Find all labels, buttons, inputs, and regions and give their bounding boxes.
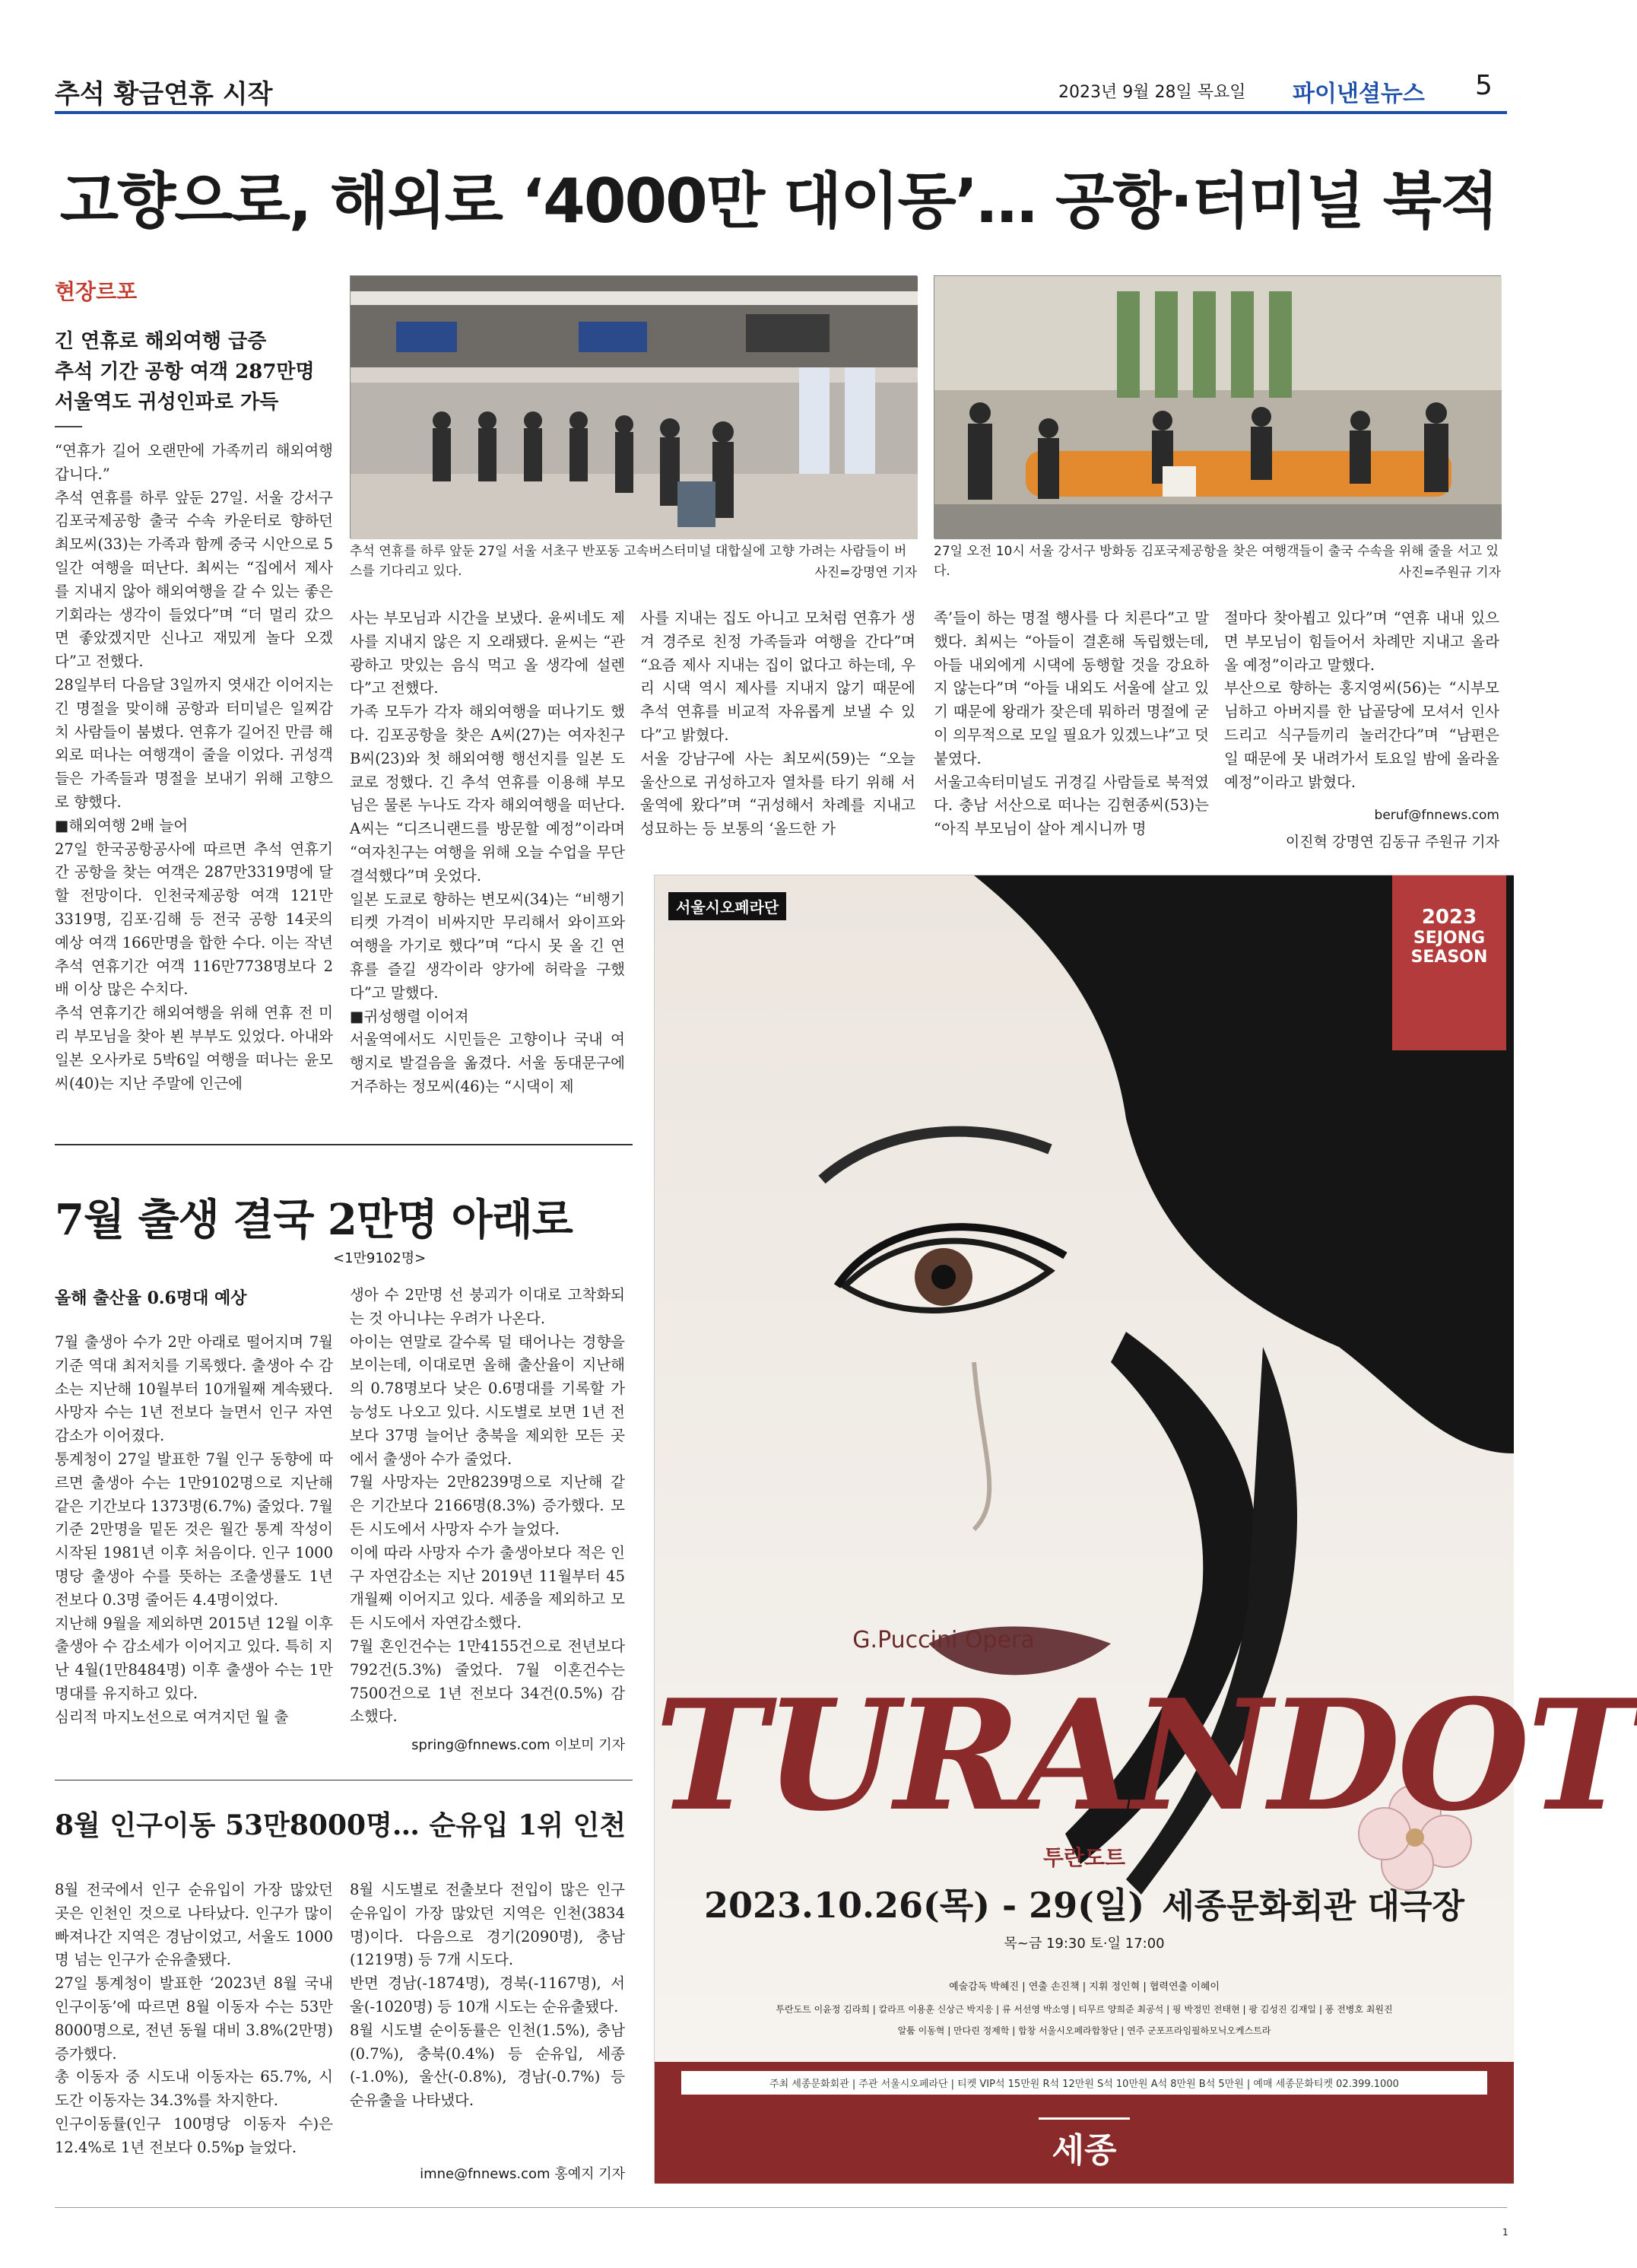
performance-times: 목~금 19:30 토·일 17:00 xyxy=(1004,1936,1165,1952)
season-label: SEASON xyxy=(1410,948,1488,967)
birth-subhead: 올해 출산율 0.6명대 예상 xyxy=(55,1288,247,1308)
performance-venue: 세종문화회관 대극장 xyxy=(1162,1887,1465,1926)
migration-story-byline: 홍예지 기자 xyxy=(554,2166,625,2182)
airport-photo-caption: 27일 오전 10시 서울 강서구 방화동 김포국제공항을 찾은 여행객들이 출국 수속을 위해 줄을 서고 있다. xyxy=(934,544,1499,579)
migration-story-column-2: 8월 시도별로 전출보다 전입이 많은 인구 순유입이 가장 많았던 지역은 인천(3834명)이다. 다음으로 경기(2090명), 충남(1219명) 등 7개 시도다. 반면 경남(-1874명), 경북(-1167명), 서울(-1020명) 등 10개 시도는 순유출됐다. 8월 시도별 순이동률은 인천(1.5%), 충남(0.7%), 충북(0.4%) 등 순유입, 세종(-1.0%), 울산(-0.8%), 경남(-0.7%) 등 순유출을 나타냈다. xyxy=(350,1881,625,2110)
ad-ticket-info: 주최 세종문화회관 | 주관 서울시오페라단 | 티켓 VIP석 15만원 R석 12만원 S석 10만원 A석 8만원 B석 5만원 | 예매 세종문화티켓 02.399.1000 xyxy=(681,2071,1487,2095)
migration-story-signature xyxy=(350,2163,625,2183)
newspaper-logo: 파이낸셜뉴스 xyxy=(1293,81,1425,107)
opera-title: TURANDOT xyxy=(655,1666,1637,1845)
subhead-1: 긴 연휴로 해외여행 급증 xyxy=(55,330,267,353)
ensemble-credits: 알툼 이동혁 | 만다린 정제학 | 합창 서울시오페라합창단 | 연주 군포프라임필하모닉오케스트라 xyxy=(897,2025,1271,2036)
birth-chart-note: <1만9102명> xyxy=(333,1250,427,1266)
subhead-3: 서울역도 귀성인파로 가득 xyxy=(55,391,279,414)
airport-photo-credit: 사진=주원규 기자 xyxy=(1398,565,1501,580)
opera-subtitle: G.Puccini Opera xyxy=(852,1627,1035,1653)
footer-rule xyxy=(55,2207,1507,2208)
ad-footer-band xyxy=(655,2062,1514,2184)
performance-dates: 2023.10.26(목) - 29(일) xyxy=(703,1885,1145,1926)
main-story-column-3: 사를 지내는 집도 아니고 모처럼 연휴가 생겨 경주로 친정 가족들과 여행을 간다”며 “요즘 제사 지내는 집이 없다고 하는데, 우리 시댁 역시 제사를 지내지 않기 때문에 추석 연휴를 비교적 자유롭게 보낼 수 있다”고 밝혔다. 서울 강남구에 사는 최모씨(59)는 “오늘 울산으로 귀성하고자 열차를 타기 위해 서울역에 왔다”며 “귀성해서 차례를 지내고 성묘하는 등 보통의 ‘올드한 가 xyxy=(640,609,915,838)
migration-headline: 8월 인구이동 53만8000명… 순유입 1위 인천 xyxy=(55,1809,627,1841)
terminal-photo-caption: 추석 연휴를 하루 앞둔 27일 서울 서초구 반포동 고속버스터미널 대합실에 고향 가려는 사람들이 버스를 기다리고 있다. xyxy=(350,544,907,579)
main-story-column-5: 절마다 찾아뵙고 있다”며 “연휴 내내 있으면 부모님이 힘들어서 차례만 지내고 올라올 예정”이라고 말했다. 부산으로 향하는 홍지영씨(56)는 “시부모님하고 아버지를 한 납골당에 모셔서 인사 드리고 식구들끼리 놀러간다”며 “남편은 일 때문에 못 내려가서 토요일 밤에 올라올 예정”이라고 밝혔다. xyxy=(1224,609,1499,791)
main-story-email: beruf@fnnews.com xyxy=(1374,808,1499,823)
subhead-2: 추석 기간 공항 여객 287만명 xyxy=(55,361,315,383)
main-story-column-1: “연휴가 길어 오랜만에 가족끼리 해외여행 갑니다.” 추석 연휴를 하루 앞둔 27일. 서울 강서구 김포국제공항 출국 수속 카운터로 향하던 최모씨(33)는 가족과 함께 중국 시안으로 5일간 여행을 떠난다. 최씨는 “집에서 제사를 지내지 않아 해외여행을 갈 수 있는 좋은 기회라는 생각이 들었다”며 “더 멀리 갔으면 좋았겠지만 신나고 재밌게 놀다 오겠다”고 전했다. 28일부터 다음달 3일까지 엿새간 이어지는 긴 명절을 맞이해 공항과 터미널은 일찌감치 사람들이 붐볐다. 연휴가 길어진 만큼 해외로 떠나는 여행객이 줄을 이었다. 귀성객들은 가족들과 명절을 보내기 위해 고향으로 향했다. ■해외여행 2배 늘어 27일 한국공항공사에 따르면 추석 연휴기간 공항을 찾는 여객은 287만3319명에 달할 전망이다. 인천국제공항 여객 121만3319명, 김포·김해 등 전국 공항 14곳의 예상 여객 166만명을 합한 수다. 이는 작년 추석 연휴기간 여객 116만7738명보다 2배 이상 많은 수치다. 추석 연휴기간 해외여행을 위해 연휴 전 미리 부모님을 찾아 뵌 부부도 있었다. 아내와 일본 오사카로 5박6일 여행을 떠나는 윤모씨(40)는 지난 주말에 인근에 xyxy=(55,442,333,1092)
birth-story-column-1: 7월 출생아 수가 2만 아래로 떨어지며 7월 기준 역대 최저치를 기록했다. 출생아 수 감소는 지난해 10월부터 10개월째 계속됐다. 사망자 수는 1년 전보다 늘면서 인구 자연감소가 이어졌다. 통계청이 27일 발표한 7월 인구 동향에 따르면 출생아 수는 1만9102명으로 지난해 같은 기간보다 1373명(6.7%) 줄었다. 7월 기준 2만명을 밑돈 것은 월간 통계 작성이 시작된 1981년 이후 처음이다. 인구 1000명당 출생아 수를 뜻하는 조출생률도 1년 전보다 0.3명 줄어든 4.4명이었다. 지난해 9월을 제외하면 2015년 12월 이후 출생아 수 감소세가 이어지고 있다. 특히 지난 4월(1만8484명) 이후 출생아 수는 1만명대를 유지하고 있다. 심리적 마지노선으로 여겨지던 월 출 xyxy=(55,1333,333,1726)
terminal-photo xyxy=(350,275,917,538)
subhead-rule xyxy=(55,426,82,427)
performance-date-venue xyxy=(655,1878,1514,1928)
season-name: SEJONG xyxy=(1413,929,1486,948)
season-year: 2023 xyxy=(1421,906,1477,929)
header-rule xyxy=(55,111,1507,114)
main-headline: 고향으로, 해외로 ‘4000만 대이동’… 공항·터미널 북적 xyxy=(59,166,1498,237)
birth-story-signature xyxy=(350,1734,625,1754)
section-divider xyxy=(55,1144,633,1145)
main-story-byline: 이진혁 강명연 김동규 주원규 기자 xyxy=(1285,834,1499,850)
sejong-logo: 세종 xyxy=(1039,2117,1130,2171)
story-tag: 현장르포 xyxy=(55,279,138,304)
turandot-advertisement xyxy=(654,875,1637,2183)
opera-title-korean: 투란도트 xyxy=(1042,1845,1126,1870)
main-story-column-2: 사는 부모님과 시간을 보냈다. 윤씨네도 제사를 지내지 않은 지 오래됐다. 윤씨는 “관광하고 맛있는 음식 먹고 올 생각에 설렌다”고 전했다. 가족 모두가 각자 해외여행을 떠나기도 했다. 김포공항을 찾은 A씨(27)는 여자친구 B씨(23)와 첫 해외여행 행선지를 일본 도쿄로 정했다. 긴 추석 연휴를 이용해 부모님은 물론 누나도 각자 해외여행을 떠난다. A씨는 “디즈니랜드를 방문할 예정”이라며 “여자친구는 여행을 위해 오늘 수업을 무단결석했다”며 웃었다. 일본 도쿄로 향하는 변모씨(34)는 “비행기 티켓 가격이 비싸지만 무리해서 와이프와 여행을 가기로 했다”며 “다시 못 올 긴 연휴를 즐길 생각이라 양가에 허락을 구했다”고 말했다. ■귀성행렬 이어져 서울역에서도 시민들은 고향이나 국내 여행지로 발걸음을 옮겼다. 서울 동대문구에 거주하는 정모씨(46)는 “시댁이 제 xyxy=(350,609,625,1095)
opera-company-logo: 서울시오페라단 xyxy=(668,892,786,920)
birth-story-column-2: 생아 수 2만명 선 붕괴가 이대로 고착화되는 것 아니냐는 우려가 나온다. 아이는 연말로 갈수록 덜 태어나는 경향을 보이는데, 이대로면 올해 출산율이 지난해의 0.78명보다 낮은 0.6명대를 기록할 가능성도 나오고 있다. 시도별로 보면 1년 전보다 37명 늘어난 충북을 제외한 모든 곳에서 출생아 수가 줄었다. 7월 사망자는 2만8239명으로 지난해 같은 기간보다 2166명(8.3%) 증가했다. 모든 시도에서 사망자 수가 늘었다. 이에 따라 사망자 수가 출생아보다 적은 인구 자연감소는 지난 2019년 11월부터 45개월째 이어지고 있다. 세종을 제외하고 모든 시도에서 자연감소했다. 7월 혼인건수는 1만4155건으로 전년보다 792건(5.3%) 줄었다. 7월 이혼건수는 7500건으로 1년 전보다 34건(0.5%) 감소했다. xyxy=(350,1286,625,1726)
cast-credits: 투란도트 이윤정 김라희 | 칼라프 이용훈 신상근 박지응 | 류 서선영 박소영 | 티무르 양희준 최공석 | 핑 박정민 전태현 | 팡 김성진 김재일 | 퐁 전병호 최원진 xyxy=(776,2004,1393,2015)
airport-photo xyxy=(934,275,1501,538)
page-number: 5 xyxy=(1475,70,1493,101)
footer-mark: 1 xyxy=(1502,2227,1509,2238)
migration-story-email: imne@fnnews.com xyxy=(420,2166,550,2182)
birth-story-email: spring@fnnews.com xyxy=(411,1737,550,1753)
migration-story-column-1: 8월 전국에서 인구 순유입이 가장 많았던 곳은 인천인 것으로 나타났다. 인구가 많이 빠져나간 지역은 경남이었고, 서울도 1000명 넘는 인구가 순유출됐다. 27일 통계청이 발표한 ‘2023년 8월 국내인구이동’에 따르면 8월 이동자 수는 53만8000명으로, 전년 동월 대비 3.8%(2만명) 증가했다. 총 이동자 중 시도내 이동자는 65.7%, 시도간 이동자는 34.3%를 차지한다. 인구이동률(인구 100명당 이동자 수)은 12.4%로 1년 전보다 0.5%p 늘었다. xyxy=(55,1881,333,2156)
terminal-photo-credit: 사진=강명연 기자 xyxy=(814,565,917,580)
main-story-column-4: 족’들이 하는 명절 행사를 다 치른다”고 말했다. 최씨는 “아들이 결혼해 독립했는데, 아들 내외에게 시댁에 동행할 것을 강요하지 않는다”며 “아들 내외도 서울에 살고 있기 때문에 왕래가 잦은데 뭐하러 명절에 굳이 의무적으로 모일 필요가 있겠느냐”고 덧붙였다. 서울고속터미널도 귀경길 사람들로 북적였다. 충남 서산으로 떠나는 김현종씨(53)는 “아직 부모님이 살아 계시니까 명 xyxy=(934,609,1209,838)
production-credits: 예술감독 박혜진 | 연출 손진책 | 지휘 정인혁 | 협력연출 이혜이 xyxy=(949,1981,1220,1993)
season-ticket-badge xyxy=(1392,875,1506,1050)
birth-headline: 7월 출생 결국 2만명 아래로 xyxy=(55,1195,573,1245)
section-title: 추석 황금연휴 시작 xyxy=(55,79,273,110)
birth-story-byline: 이보미 기자 xyxy=(554,1737,625,1753)
issue-date: 2023년 9월 28일 목요일 xyxy=(1058,83,1246,102)
